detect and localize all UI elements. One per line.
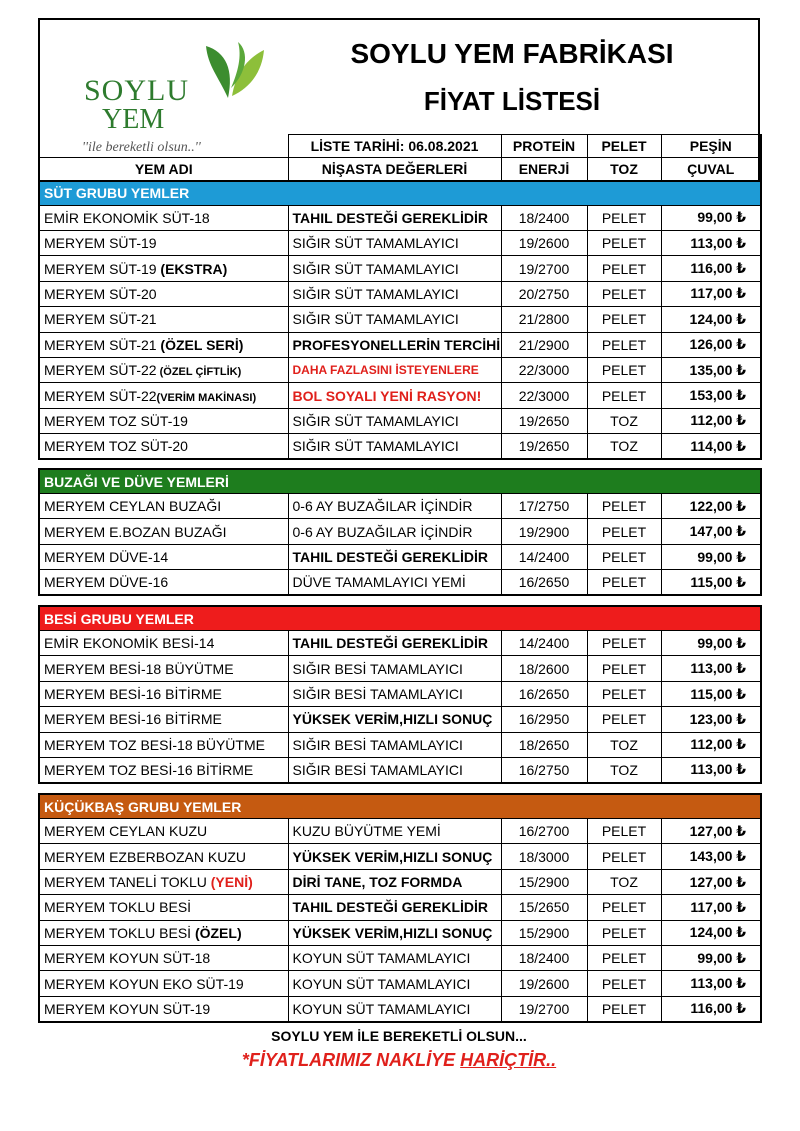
product-description: YÜKSEK VERİM,HIZLI SONUÇ <box>288 707 501 732</box>
product-name <box>39 434 288 459</box>
product-description: SIĞIR SÜT TAMAMLAYICI <box>288 230 501 255</box>
product-name-text: MERYEM TOZ SÜT-20 <box>44 438 188 455</box>
product-name-text: MERYEM DÜVE-16 <box>44 574 169 591</box>
product-name-badge: (YENİ) <box>210 874 253 891</box>
product-name-text: MERYEM SÜT-21 (ÖZEL SERİ) <box>44 336 244 353</box>
product-description: TAHIL DESTEĞİ GEREKLİDİR <box>288 631 501 656</box>
logo-word-yem: YEM <box>102 104 165 135</box>
feed-form: PELET <box>587 920 661 945</box>
price: 113,00 ₺ <box>661 230 761 255</box>
table-row <box>39 357 761 382</box>
price: 99,00 ₺ <box>661 544 761 569</box>
table-row <box>39 707 761 732</box>
price: 117,00 ₺ <box>661 281 761 306</box>
price: 112,00 ₺ <box>661 732 761 757</box>
table-header-row <box>39 158 761 181</box>
product-name <box>39 332 288 357</box>
product-name-text: MERYEM SÜT-19 <box>44 235 157 252</box>
price: 153,00 ₺ <box>661 383 761 408</box>
table-row <box>39 681 761 706</box>
feed-form: PELET <box>587 307 661 332</box>
feed-form: PELET <box>587 332 661 357</box>
table-row <box>39 434 761 459</box>
product-description: TAHIL DESTEĞİ GEREKLİDİR <box>288 205 501 230</box>
product-name-text: MERYEM TOKLU BESİ (ÖZEL) <box>44 924 242 941</box>
feed-form: PELET <box>587 946 661 971</box>
protein-energy: 14/2400 <box>501 544 587 569</box>
table-row <box>39 383 761 408</box>
price: 127,00 ₺ <box>661 869 761 894</box>
product-description: 0-6 AY BUZAĞILAR İÇİNDİR <box>288 519 501 544</box>
price: 123,00 ₺ <box>661 707 761 732</box>
product-name-qualifier: (EKSTRA) <box>156 260 228 277</box>
product-description: SIĞIR BESİ TAMAMLAYICI <box>288 732 501 757</box>
table-row <box>39 758 761 783</box>
table-row <box>39 332 761 357</box>
price: 116,00 ₺ <box>661 996 761 1021</box>
page-subtitle: FİYAT LİSTESİ <box>423 86 601 116</box>
product-name <box>39 631 288 656</box>
section-title: KÜÇÜKBAŞ GRUBU YEMLER <box>39 794 761 819</box>
product-description: YÜKSEK VERİM,HIZLI SONUÇ <box>288 920 501 945</box>
feed-form: TOZ <box>587 408 661 433</box>
feed-form: PELET <box>587 707 661 732</box>
section-title: BESİ GRUBU YEMLER <box>39 606 761 631</box>
protein-energy: 18/3000 <box>501 844 587 869</box>
table-row <box>39 408 761 433</box>
product-name-text: EMİR EKONOMİK BESİ-14 <box>44 635 215 652</box>
product-description: SIĞIR BESİ TAMAMLAYICI <box>288 681 501 706</box>
protein-energy: 14/2400 <box>501 631 587 656</box>
header-logo-cell <box>39 135 288 158</box>
feed-form: TOZ <box>587 434 661 459</box>
price: 114,00 ₺ <box>661 434 761 459</box>
protein-energy: 21/2800 <box>501 307 587 332</box>
protein-energy: 16/2700 <box>501 819 587 844</box>
product-description: KOYUN SÜT TAMAMLAYICI <box>288 946 501 971</box>
table-row <box>39 656 761 681</box>
header-enerji: ENERJİ <box>501 158 587 181</box>
product-name <box>39 519 288 544</box>
price: 122,00 ₺ <box>661 494 761 519</box>
product-name <box>39 205 288 230</box>
product-name <box>39 357 288 382</box>
product-name <box>39 681 288 706</box>
product-name <box>39 732 288 757</box>
product-name-qualifier: (VERİM MAKİNASI) <box>156 391 257 404</box>
price: 112,00 ₺ <box>661 408 761 433</box>
product-name-text: MERYEM KOYUN SÜT-18 <box>44 950 211 967</box>
page-title: SOYLU YEM FABRİKASI <box>350 38 674 69</box>
header-pelet: PELET <box>587 135 661 158</box>
price: 124,00 ₺ <box>661 920 761 945</box>
product-description: PROFESYONELLERİN TERCİHİ <box>288 332 501 357</box>
price: 135,00 ₺ <box>661 357 761 382</box>
protein-energy: 19/2900 <box>501 519 587 544</box>
product-name-qualifier: (ÖZEL) <box>191 924 242 941</box>
price: 147,00 ₺ <box>661 519 761 544</box>
section-header-row <box>39 469 761 494</box>
product-name <box>39 230 288 255</box>
product-description: SIĞIR SÜT TAMAMLAYICI <box>288 408 501 433</box>
product-name <box>39 544 288 569</box>
feed-form: PELET <box>587 656 661 681</box>
product-name-text: MERYEM SÜT-22(VERİM MAKİNASI) <box>44 387 257 404</box>
price-table-section <box>38 793 762 1023</box>
product-name-qualifier: (ÖZEL ÇİFTLİK) <box>156 366 242 379</box>
section-header-row <box>39 606 761 631</box>
table-row <box>39 971 761 996</box>
feed-form: TOZ <box>587 758 661 783</box>
footer-note-text: *FİYATLARIMIZ NAKLİYE <box>241 1050 461 1070</box>
feed-form: PELET <box>587 631 661 656</box>
table-row <box>39 895 761 920</box>
protein-energy: 18/2400 <box>501 205 587 230</box>
product-name <box>39 819 288 844</box>
feed-form: PELET <box>587 819 661 844</box>
feed-form: PELET <box>587 844 661 869</box>
product-description: DAHA FAZLASINI İSTEYENLERE <box>288 357 501 382</box>
price-table-section <box>38 468 762 596</box>
product-description: SIĞIR BESİ TAMAMLAYICI <box>288 758 501 783</box>
section-header-row <box>39 794 761 819</box>
feed-form: PELET <box>587 681 661 706</box>
logo-word-soylu: SOYLU <box>84 74 190 107</box>
price: 124,00 ₺ <box>661 307 761 332</box>
price: 126,00 ₺ <box>661 332 761 357</box>
table-header-row <box>39 135 761 158</box>
logo-slogan: ''ile bereketli olsun..'' <box>82 140 201 155</box>
protein-energy: 22/3000 <box>501 357 587 382</box>
table-row <box>39 230 761 255</box>
table-row <box>39 869 761 894</box>
header-protein: PROTEİN <box>501 135 587 158</box>
product-name <box>39 256 288 281</box>
product-name <box>39 996 288 1021</box>
feed-form: PELET <box>587 996 661 1021</box>
table-row <box>39 494 761 519</box>
product-name-text: MERYEM KOYUN EKO SÜT-19 <box>44 975 244 992</box>
product-description: KOYUN SÜT TAMAMLAYICI <box>288 996 501 1021</box>
feed-form: PELET <box>587 544 661 569</box>
protein-energy: 21/2900 <box>501 332 587 357</box>
protein-energy: 19/2650 <box>501 408 587 433</box>
price: 113,00 ₺ <box>661 656 761 681</box>
product-name-text: MERYEM TOZ SÜT-19 <box>44 412 188 429</box>
feed-form: PELET <box>587 281 661 306</box>
product-name-text: MERYEM TOKLU BESİ <box>44 899 192 916</box>
header-pesin: PEŞİN <box>661 135 761 158</box>
protein-energy: 18/2400 <box>501 946 587 971</box>
feed-form: PELET <box>587 895 661 920</box>
product-name <box>39 494 288 519</box>
product-name <box>39 707 288 732</box>
product-name-text: MERYEM DÜVE-14 <box>44 549 169 566</box>
feed-form: PELET <box>587 570 661 595</box>
protein-energy: 18/2650 <box>501 732 587 757</box>
price: 116,00 ₺ <box>661 256 761 281</box>
protein-energy: 19/2650 <box>501 434 587 459</box>
protein-energy: 15/2900 <box>501 920 587 945</box>
feed-form: PELET <box>587 205 661 230</box>
feed-form: TOZ <box>587 869 661 894</box>
product-name-text: MERYEM SÜT-21 <box>44 311 157 328</box>
product-name-text: MERYEM TOZ BESİ-16 BİTİRME <box>44 761 254 778</box>
protein-energy: 22/3000 <box>501 383 587 408</box>
product-name <box>39 281 288 306</box>
product-name-text: MERYEM BESİ-18 BÜYÜTME <box>44 660 234 677</box>
product-name-text: MERYEM CEYLAN KUZU <box>44 823 208 840</box>
table-row <box>39 920 761 945</box>
price: 143,00 ₺ <box>661 844 761 869</box>
product-name <box>39 844 288 869</box>
table-row <box>39 205 761 230</box>
price-table-section <box>38 134 762 460</box>
table-row <box>39 256 761 281</box>
header-cuval: ÇUVAL <box>661 158 761 181</box>
feed-form: PELET <box>587 494 661 519</box>
product-name <box>39 946 288 971</box>
header-nisasta: NİŞASTA DEĞERLERİ <box>288 158 501 181</box>
header-yem-adi: YEM ADI <box>39 158 288 181</box>
product-name <box>39 408 288 433</box>
product-name-text: MERYEM BESİ-16 BİTİRME <box>44 711 222 728</box>
product-description: TAHIL DESTEĞİ GEREKLİDİR <box>288 895 501 920</box>
product-name-text: MERYEM SÜT-22 (ÖZEL ÇİFTLİK) <box>44 362 242 379</box>
protein-energy: 19/2600 <box>501 230 587 255</box>
table-row <box>39 844 761 869</box>
product-name-text: MERYEM SÜT-20 <box>44 285 157 302</box>
product-description: SIĞIR SÜT TAMAMLAYICI <box>288 256 501 281</box>
product-name-text: MERYEM TOZ BESİ-18 BÜYÜTME <box>44 736 265 753</box>
product-description: TAHIL DESTEĞİ GEREKLİDİR <box>288 544 501 569</box>
price: 115,00 ₺ <box>661 570 761 595</box>
footer-note-emphasis: HARİÇTİR.. <box>460 1050 557 1070</box>
protein-energy: 15/2650 <box>501 895 587 920</box>
table-row <box>39 946 761 971</box>
price: 117,00 ₺ <box>661 895 761 920</box>
product-name-text: MERYEM CEYLAN BUZAĞI <box>44 498 222 515</box>
feed-form: PELET <box>587 383 661 408</box>
feed-form: PELET <box>587 357 661 382</box>
feed-form: PELET <box>587 971 661 996</box>
product-description: SIĞIR SÜT TAMAMLAYICI <box>288 281 501 306</box>
protein-energy: 20/2750 <box>501 281 587 306</box>
product-name-text: MERYEM SÜT-19 (EKSTRA) <box>44 260 228 277</box>
product-name <box>39 383 288 408</box>
product-description: SIĞIR BESİ TAMAMLAYICI <box>288 656 501 681</box>
table-row <box>39 819 761 844</box>
table-row <box>39 631 761 656</box>
price: 127,00 ₺ <box>661 819 761 844</box>
section-title: BUZAĞI VE DÜVE YEMLERİ <box>39 469 761 494</box>
section-title: SÜT GRUBU YEMLER <box>39 181 761 206</box>
protein-energy: 18/2600 <box>501 656 587 681</box>
feed-form: PELET <box>587 519 661 544</box>
price-table-section <box>38 605 762 784</box>
product-name <box>39 895 288 920</box>
price: 115,00 ₺ <box>661 681 761 706</box>
table-row <box>39 996 761 1021</box>
protein-energy: 16/2650 <box>501 570 587 595</box>
protein-energy: 19/2700 <box>501 996 587 1021</box>
product-description: DÜVE TAMAMLAYICI YEMİ <box>288 570 501 595</box>
protein-energy: 17/2750 <box>501 494 587 519</box>
footer-slogan: SOYLU YEM İLE BEREKETLİ OLSUN... <box>271 1028 527 1044</box>
price: 113,00 ₺ <box>661 971 761 996</box>
product-name-text: MERYEM E.BOZAN BUZAĞI <box>44 523 227 540</box>
footer-shipping-note <box>38 1050 760 1071</box>
protein-energy: 16/2650 <box>501 681 587 706</box>
header-toz: TOZ <box>587 158 661 181</box>
protein-energy: 15/2900 <box>501 869 587 894</box>
table-row <box>39 307 761 332</box>
protein-energy: 19/2700 <box>501 256 587 281</box>
product-name-text: MERYEM TANELİ TOKLU <box>44 874 207 891</box>
product-name-text: MERYEM KOYUN SÜT-19 <box>44 1000 211 1017</box>
product-description: SIĞIR SÜT TAMAMLAYICI <box>288 434 501 459</box>
product-name <box>39 307 288 332</box>
product-description: BOL SOYALI YENİ RASYON! <box>288 383 501 408</box>
product-name-text: EMİR EKONOMİK SÜT-18 <box>44 209 210 226</box>
feed-form: PELET <box>587 230 661 255</box>
product-description: KUZU BÜYÜTME YEMİ <box>288 819 501 844</box>
product-name-text: MERYEM BESİ-16 BİTİRME <box>44 686 222 703</box>
table-row <box>39 281 761 306</box>
product-name-qualifier: (ÖZEL SERİ) <box>156 336 244 353</box>
feed-form: PELET <box>587 256 661 281</box>
price: 99,00 ₺ <box>661 205 761 230</box>
product-name <box>39 869 288 894</box>
product-name-text: MERYEM EZBERBOZAN KUZU <box>44 848 246 865</box>
protein-energy: 19/2600 <box>501 971 587 996</box>
product-description: DİRİ TANE, TOZ FORMDA <box>288 869 501 894</box>
product-name <box>39 570 288 595</box>
leaf-icon <box>198 36 268 106</box>
section-header-row <box>39 181 761 206</box>
product-description: 0-6 AY BUZAĞILAR İÇİNDİR <box>288 494 501 519</box>
price: 99,00 ₺ <box>661 946 761 971</box>
table-row <box>39 544 761 569</box>
protein-energy: 16/2750 <box>501 758 587 783</box>
protein-energy: 16/2950 <box>501 707 587 732</box>
product-description: KOYUN SÜT TAMAMLAYICI <box>288 971 501 996</box>
product-name <box>39 920 288 945</box>
product-name <box>39 758 288 783</box>
product-name <box>39 971 288 996</box>
price: 113,00 ₺ <box>661 758 761 783</box>
price: 99,00 ₺ <box>661 631 761 656</box>
table-row <box>39 732 761 757</box>
table-row <box>39 570 761 595</box>
product-description: SIĞIR SÜT TAMAMLAYICI <box>288 307 501 332</box>
product-name <box>39 656 288 681</box>
feed-form: TOZ <box>587 732 661 757</box>
header-date: LİSTE TARİHİ: 06.08.2021 <box>288 135 501 158</box>
table-row <box>39 519 761 544</box>
product-description: YÜKSEK VERİM,HIZLI SONUÇ <box>288 844 501 869</box>
